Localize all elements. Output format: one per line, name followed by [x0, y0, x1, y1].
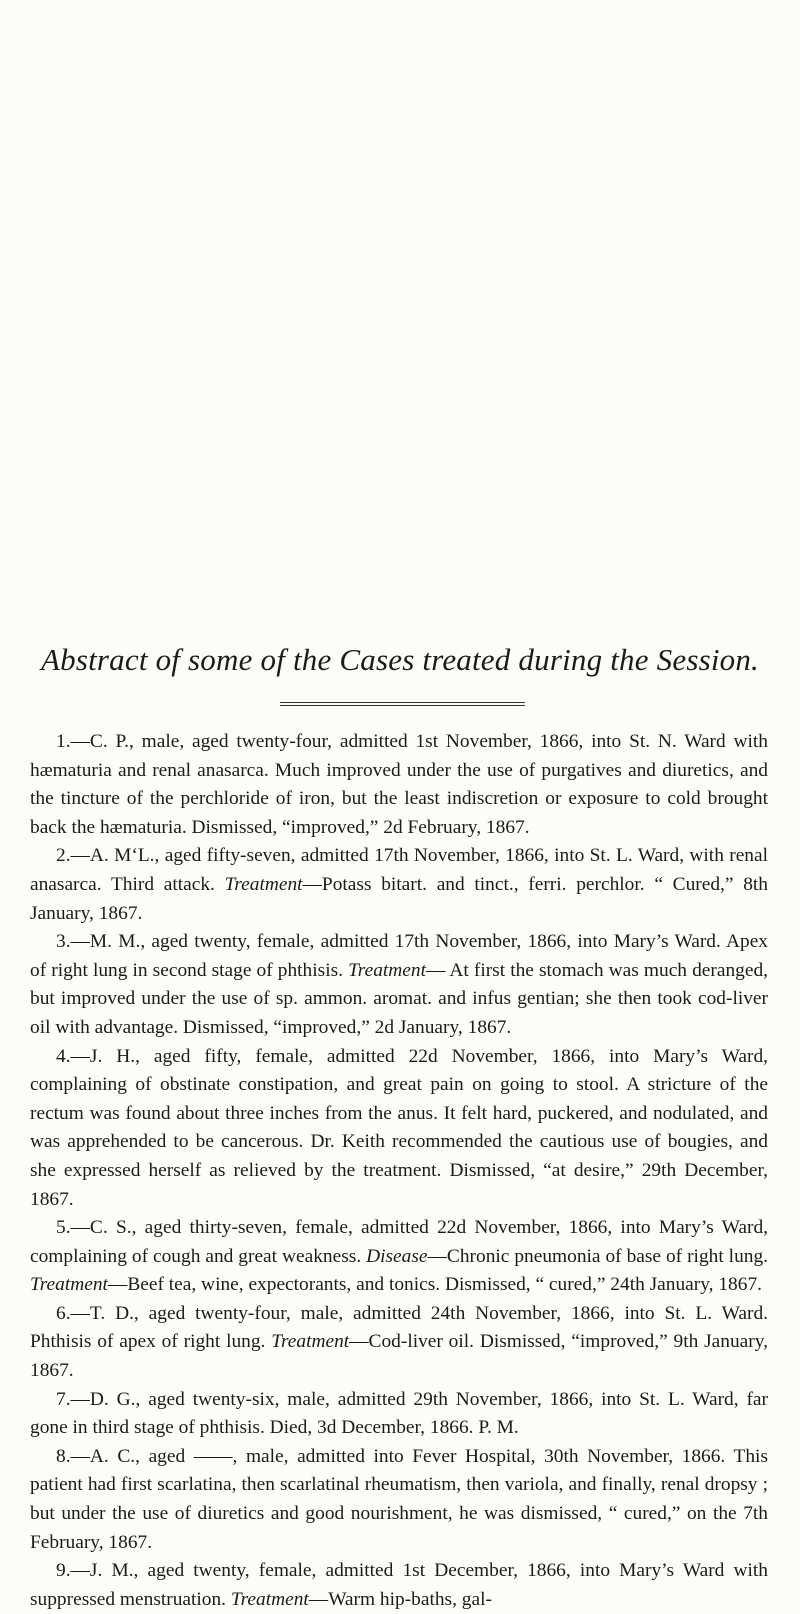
title-rule-top: [280, 702, 525, 703]
case-paragraph: 6.—T. D., aged twenty-four, male, admitted 24th November, 1866, into St. L. Ward. Phthisis of apex of right lung. Treatment—Cod-liver oil. Dismissed, “improved,” 9th January, 1867.: [30, 1302, 768, 1382]
case-paragraph: 2.—A. M‘L., aged fifty-seven, admitted 17th November, 1866, into St. L. Ward, with renal anasarca. Third attack. Treatment—Potass bitart. and tinct., ferri. perchlor. “ Cured,” 8th January, 1867.: [30, 845, 768, 924]
treatment-label: Treatment: [348, 959, 426, 981]
case-paragraph: 8.—A. C., aged ——, male, admitted into Fever Hospital, 30th November, 1866. This patient had first scarlatina, then scarlatinal rheumatism, then variola, and finally, renal dropsy ; but under the use of diuretics and good nourishment, he was dismissed, “ cured,” on the 7th February, 1867.: [30, 1445, 768, 1553]
case-list: [30, 728, 768, 1614]
treatment-label: Treatment: [230, 1588, 309, 1610]
case-paragraph: 9.—J. M., aged twenty, female, admitted 1st December, 1866, into Mary’s Ward with suppressed menstruation. Treatment—Warm hip-baths, gal-: [30, 1560, 768, 1610]
treatment-label: Treatment: [224, 873, 303, 895]
case-paragraph: 5.—C. S., aged thirty-seven, female, admitted 22d November, 1866, into Mary’s Ward, complaining of cough and great weakness. Disease—Chronic pneumonia of base of right lung. Treatment—Beef tea, wine, expectorants, and tonics. Dismissed, “ cured,” 24th January, 1867.: [30, 1217, 768, 1296]
case-paragraph: 1.—C. P., male, aged twenty-four, admitted 1st November, 1866, into St. N. Ward with hæmaturia and renal anasarca. Much improved under the use of purgatives and diuretics, and the tincture of the perchloride of iron, but the least indiscretion or exposure to cold brought back the hæmaturia. Dismissed, “improved,” 2d February, 1867.: [30, 731, 768, 838]
treatment-label: Treatment: [271, 1331, 350, 1353]
case-paragraph: 4.—J. H., aged fifty, female, admitted 22d November, 1866, into Mary’s Ward, complaining of obstinate constipation, and great pain on going to stool. A stricture of the rectum was found about three inches from the anus. It felt hard, puckered, and nodulated, and was apprehended to be cancerous. Dr. Keith recommended the cautious use of bougies, and she expressed herself as relieved by the treatment. Dismissed, “at desire,” 29th December, 1867.: [30, 1045, 768, 1210]
treatment-label: Treatment: [30, 1274, 108, 1296]
page-title: Abstract of some of the Cases treated during the Session.: [40, 642, 760, 677]
title-rule-bottom: [280, 705, 525, 706]
disease-label: Disease: [366, 1245, 428, 1267]
case-paragraph: 3.—M. M., aged twenty, female, admitted 17th November, 1866, into Mary’s Ward. Apex of right lung in second stage of phthisis. Treatment— At first the stomach was much deranged, but improved under the use of sp. ammon. aromat. and infus gentian; she then took cod-liver oil with advantage. Dismissed, “improved,” 2d January, 1867.: [30, 931, 768, 1038]
case-paragraph: 7.—D. G., aged twenty-six, male, admitted 29th November, 1866, into St. L. Ward, far gone in third stage of phthisis. Died, 3d December, 1866. P. M.: [30, 1388, 768, 1439]
